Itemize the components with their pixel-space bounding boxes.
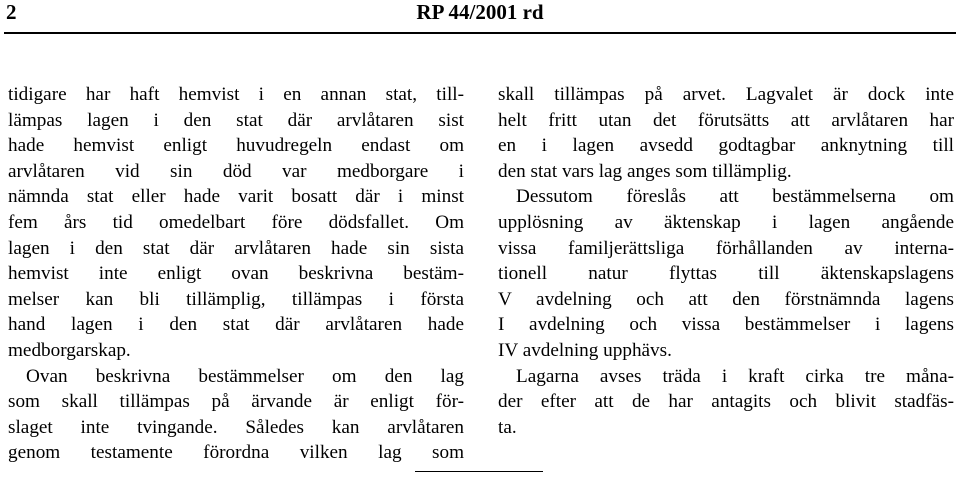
page-number: 2 [6, 0, 17, 24]
left-column-text-line: tidigare har haft hemvist i en annan stat, till- [8, 84, 464, 105]
left-column-text-line: hade hemvist enligt huvudregeln endast om [8, 135, 464, 157]
left-column-text-line: hand lagen i den stat där arvlåtaren hade [8, 314, 464, 336]
left-column-text-line: melser kan bli tillämplig, tillämpas i första [8, 288, 464, 310]
left-column-text-line: fem års tid omedelbart före dödsfallet. Om [8, 211, 464, 233]
left-column-text-line: slaget inte tvingande. Således kan arvlåtaren [8, 416, 464, 438]
left-column-text-line: nämnda stat eller hade varit bosatt där i minst [8, 186, 464, 208]
right-column-text-line: IV avdelning upphävs. [498, 339, 672, 361]
end-separator-line [415, 471, 543, 472]
right-column-text-line: helt fritt utan det förutsätts att arvlåtaren har [498, 109, 954, 131]
right-column-text-line: der efter att de har antagits och blivit stadfäs- [498, 391, 954, 413]
right-column-text-line: V avdelning och att den förstnämnda lagens [498, 288, 954, 310]
right-column-text-line: Dessutom föreslås att bestämmelserna om [516, 186, 954, 208]
page-header [0, 0, 960, 30]
right-column-text-line: en i lagen avsedd godtagbar anknytning till [498, 135, 954, 157]
left-column-text-line: genom testamente förordna vilken lag som [8, 442, 464, 464]
right-column-text-line: I avdelning och vissa bestämmelser i lagens [498, 314, 954, 336]
left-text-column [8, 82, 464, 466]
left-column-text-line: arvlåtaren vid sin död var medborgare i [8, 160, 464, 182]
right-column-text-line: skall tillämpas på arvet. Lagvalet är dock inte [498, 84, 954, 105]
right-column-text-line: Lagarna avses träda i kraft cirka tre måna- [516, 365, 954, 387]
left-column-text-line: lämpas lagen i den stat där arvlåtaren sist [8, 109, 464, 131]
header-rule [4, 32, 956, 34]
right-column-text-line: tionell natur flyttas till äktenskapslagens [498, 263, 954, 285]
left-column-text-line: medborgarskap. [8, 339, 131, 361]
right-column-text-line: ta. [498, 416, 517, 438]
left-column-text-line: som skall tillämpas på ärvande är enligt för- [8, 391, 464, 413]
right-text-column [498, 82, 954, 440]
left-column-text-line: Ovan beskrivna bestämmelser om den lag [26, 365, 464, 387]
document-id: RP 44/2001 rd [416, 0, 544, 24]
right-column-text-line: vissa familjerättsliga förhållanden av interna- [498, 237, 954, 259]
left-column-text-line: hemvist inte enligt ovan beskrivna bestäm- [8, 263, 464, 285]
right-column-text-line: upplösning av äktenskap i lagen angående [498, 211, 954, 233]
left-column-text-line: lagen i den stat där arvlåtaren hade sin sista [8, 237, 464, 259]
right-column-text-line: den stat vars lag anges som tillämplig. [498, 160, 792, 182]
